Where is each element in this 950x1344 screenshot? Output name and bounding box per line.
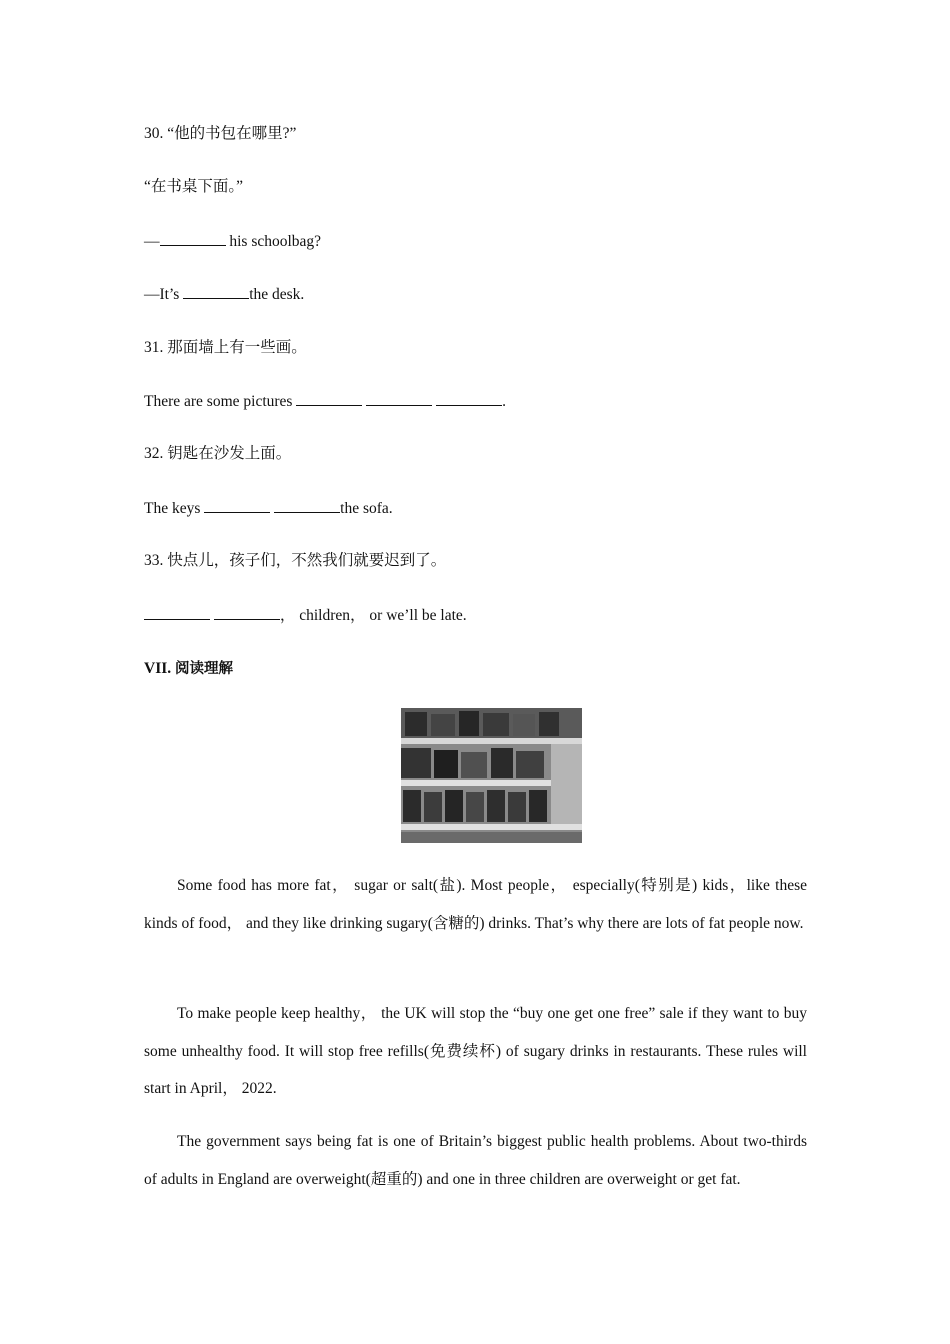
answer-blank[interactable] [160,231,226,246]
q30-line2 [144,284,304,305]
answer-blank[interactable] [296,391,362,406]
q31-line-start: There are some pictures [144,393,297,410]
section-roman: VII. [144,660,172,677]
shelf-illustration [401,708,582,843]
q30-line1-text: his schoolbag? [225,233,322,250]
supermarket-shelf-photo [401,708,582,843]
q32-prompt: 32. 钥匙在沙发上面。 [144,445,292,462]
section-heading [144,659,233,679]
q33-line [144,605,467,626]
answer-blank[interactable] [274,498,340,513]
q32-line-end: the sofa. [340,500,393,517]
q31-line [144,391,506,412]
answer-blank[interactable] [366,391,432,406]
q30-line2-text: the desk. [249,286,305,303]
answer-blank[interactable] [183,284,249,299]
q30-prompt: 30. “他的书包在哪里?” [144,125,297,142]
q31-line-end: . [502,393,506,410]
q30-line1 [144,231,321,252]
q33-prompt: 33. 快点儿，孩子们，不然我们就要迟到了。 [144,552,447,569]
section-title: 阅读理解 [175,661,234,677]
answer-blank[interactable] [214,605,280,620]
q30-prompt-answer: “在书桌下面。” [144,178,244,195]
q32-line-start: The keys [144,500,205,517]
passage-paragraph-2: To make people keep healthy， the UK will stop the “buy one get one free” sale if they want to buy some unhealthy food. It will stop free refills(免费续杯) of sugary drinks in restaurants. These rules will start in April， 2022. [144,1005,807,1097]
q32-line [144,498,393,519]
passage-paragraph-3: The government says being fat is one of Britain’s biggest public health problems. About two-thirds of adults in England are overweight(超重的) and one in three children are overweight or get fat. [144,1133,807,1188]
q33-line-end: ， children， or we’ll be late. [279,607,467,624]
answer-blank[interactable] [204,498,270,513]
passage-paragraph-1: Some food has more fat， sugar or salt(盐). Most people， especially(特别是) kids，like these kinds of food， and they like drinking sugary(含糖的) drinks. That’s why there are lots of fat people now. [144,877,807,932]
answer-blank[interactable] [436,391,502,406]
q31-prompt: 31. 那面墙上有一些画。 [144,339,307,356]
dash: — [144,233,160,250]
q30-line2-start: —It’s [144,286,184,303]
answer-blank[interactable] [144,605,210,620]
